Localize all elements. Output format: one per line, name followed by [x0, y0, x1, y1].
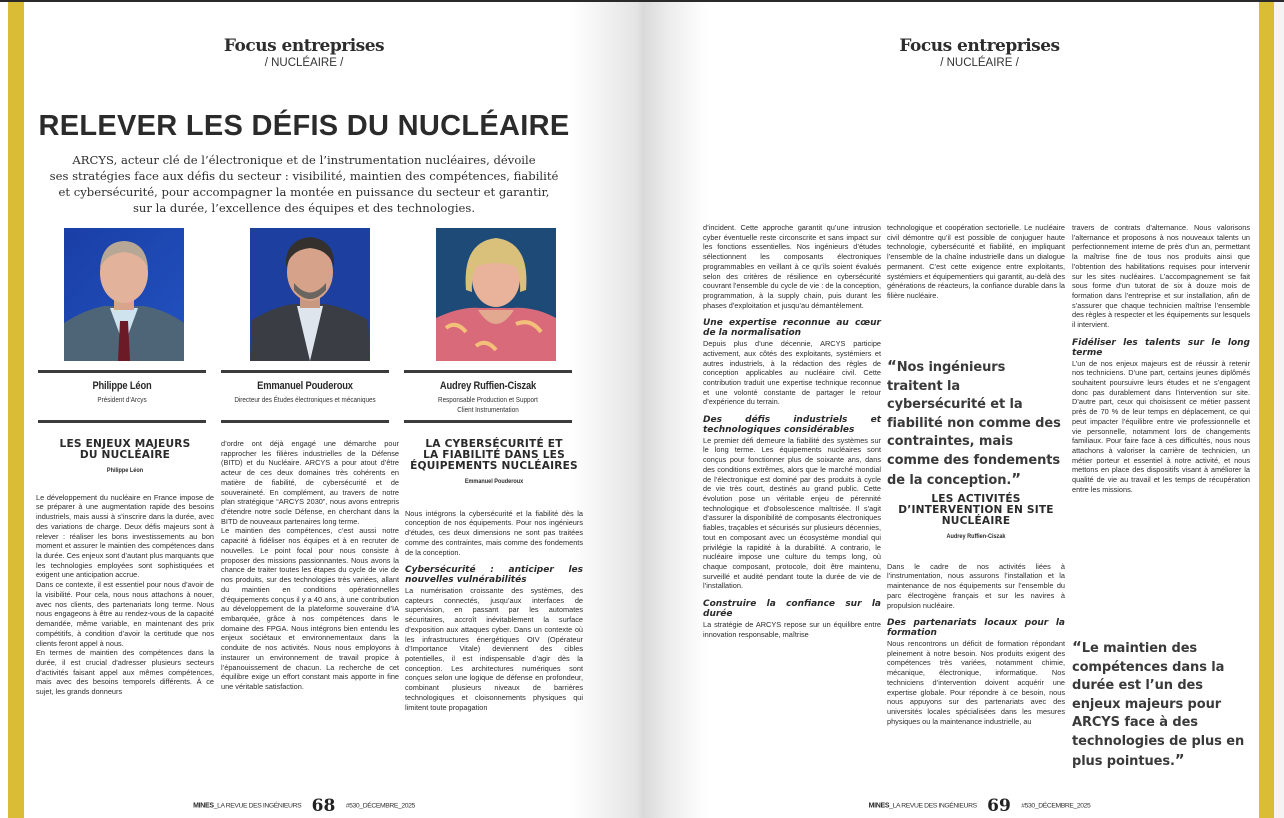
open-quote-icon: “ [1072, 638, 1082, 656]
section-title-line: LA FIABILITÉ DANS LES [423, 449, 565, 461]
section-title-line: LA CYBERSÉCURITÉ ET [425, 438, 563, 450]
section-title-line: LES ACTIVITÉS [931, 493, 1021, 505]
person-name: Emmanuel Pouderoux [257, 380, 353, 392]
article-column [36, 439, 214, 697]
paragraph: L’un de nos enjeux majeurs est de réussir à retenir nos techniciens. D’une part, certains jeunes diplômés souhaitent poursuivre leurs études et ne s’engagent donc pas durablement dans l’intervention sur site. D’autre part, ceux qui choisissent ce métier passent près de 70 % de leur temps en déplacement, ce qui peut impacter l’équilibre entre vie professionnelle et vie personnelle, notamment lors de changements familiaux. Pour faire face à ces difficultés, nous nous attachons à valoriser la carrière de technicien, un métier porteur et essentiel à notre activité, et nous mettons en place des dispositifs visant à améliorer la qualité de vie au travail et les temps de récupération entre les missions. [1072, 358, 1250, 494]
article-column [405, 439, 583, 712]
portrait-emmanuel-pouderoux [250, 228, 370, 361]
section-author: Philippe Léon [106, 467, 144, 474]
portrait-photo [436, 228, 556, 361]
section-title-line: NUCLÉAIRE [941, 515, 1011, 527]
subheading: Cybersécurité : anticiper les nouvelles vulnérabilités [405, 565, 583, 586]
footer-publication: _LA REVUE DES INGÉNIEURS [889, 802, 977, 810]
subheading: Des défis industriels et technologiques considérables [703, 415, 881, 435]
paragraph: En termes de maintien des compétences dans la durée, il est crucial d’adresser plusieurs secteurs d’activités faisant appel aux mêmes compétences, mais avec des besoins temporels différents. À ce sujet, les grands donneurs [36, 648, 214, 697]
section-author: Audrey Ruffien-Ciszak [946, 533, 1006, 540]
left-page [24, 2, 584, 818]
subheading: Construire la confiance sur la durée [703, 599, 881, 619]
article-column [221, 439, 399, 692]
section-title-line: DU NUCLÉAIRE [79, 449, 171, 461]
page-number: 68 [311, 796, 336, 816]
page-footer [700, 796, 1259, 816]
rubric-title: Focus entreprises [223, 36, 385, 56]
paragraph: Dans le cadre de nos activités liées à l’instrumentation, nous assurons l’installation et la maintenance de nos équipements sur l’ensemble du parc électrogène français et sur les navires à propulsion nucléaire. [887, 561, 1065, 610]
person-role: Président d’Arcys [97, 395, 147, 404]
section-title-line: D’INTERVENTION EN SITE [898, 504, 1054, 516]
lead-line: et cybersécurité, pour accompagner la montée en puissance du secteur et garantir, [58, 185, 550, 199]
paragraph: Le maintien des compétences, c’est aussi notre capacité à fidéliser nos équipes et à en recruter de nouvelles. Le point focal pour nous consiste à proposer des missions passionnantes. Nous avons la chance de traiter toutes les étapes du cycle de vie de nos produits, sur des technologies très variées, allant du maintien en conditions opérationnelles d’équipements conçus il y a 40 ans, à une contribution au développement de la plateforme souveraine d’IA embarquée, grâce à nos compétences dans le domaine des FPGA. Nous intégrons bien entendu les enjeux sociétaux et environnementaux dans la conduite de nos activités. Nous nous employons à instaurer un environnement de travail propice à l’épanouissement de chacun. La recherche de cet équilibre exige un effort constant mais apporte in fine une véritable satisfaction. [221, 526, 399, 691]
caption-rule [221, 420, 389, 423]
person-caption [38, 380, 206, 405]
section-title [36, 439, 214, 461]
person-role: Responsable Production et Support Client Instrumentation [438, 395, 538, 414]
section-title [887, 494, 1065, 527]
page-footer [24, 796, 584, 816]
pull-quote [887, 357, 1063, 491]
paragraph: La stratégie de ARCYS repose sur un équilibre entre innovation responsable, maîtrise [703, 619, 881, 639]
footer-issue: #530_DÉCEMBRE_2025 [345, 802, 415, 810]
footer-issue: #530_DÉCEMBRE_2025 [1021, 802, 1091, 810]
paragraph: La numérisation croissante des systèmes, des capteurs connectés, jusqu’aux interfaces de supervision, en passant par les automates sécuritaires, accroît inévitablement la surface d’exposition aux attaques cyber. Dans un contexte où les infrastructures énergétiques OIV (Opérateur d’Importance Vitale) deviennent des cibles potentielles, il est indispensable d’agir dès la conception. Les architectures numériques sont conçues selon une logique de défense en profondeur, combinant plusieurs niveaux de barrières technologiques et cloisonnements physiques qui limitent toute propagation [405, 585, 583, 712]
person-role: Directeur des Études électroniques et mécaniques [234, 395, 376, 404]
rubric [700, 36, 1259, 70]
paragraph: technologique et coopération sectorielle. Le nucléaire civil démontre qu’il est possible de conjuguer haute technologie, cybersécurité et fiabilité, en impliquant l’ensemble de la chaîne industrielle dans un dialogue permanent. C’est cette exigence entre exploitants, systémiers et équipementiers qui garantit, au-delà des générations de réacteurs, la confiance durable dans la filière nucléaire. [887, 223, 1065, 301]
article-column [887, 223, 1065, 301]
caption-rule [38, 370, 206, 373]
footer-brand: MINES [868, 802, 890, 810]
page-gutter [570, 2, 710, 818]
paragraph: Nous rencontrons un déficit de formation répondant pleinement à notre besoin. Nos produits exigent des compétences très variées, notamment chimie, mécanique, électronique, informatique. Nos techniciens d’intervention doivent acquérir une expertise globale. Pour répondre à ce besoin, nous nous appuyons sur des partenariats avec des universités locales spécialisées dans les mesures physiques ou la maintenance industrielle, au [887, 638, 1065, 726]
page-number: 69 [987, 796, 1011, 816]
paragraph: travers de contrats d’alternance. Nous valorisons l’alternance et proposons à nos nouveaux talents un perfectionnement interne de près d’un an, permettant la maîtrise fine de tous nos produits ainsi que l’obtention des habilitations requises pour intervenir sur les sites nucléaires. L’accompagnement se fait sous forme d’un tutorat de six à douze mois de formation dans l’entreprise et sur installation, afin de s’assurer que chaque technicien maîtrise l’ensemble des règles à respecter et les équipements sur lesquels il intervient. [1072, 223, 1250, 330]
paragraph: Le premier défi demeure la fiabilité des systèmes sur le long terme. Les équipements nucléaires sont conçus pour fonctionner plus de soixante ans, dans des conditions extrêmes, alors que le marché mondial de l’électronique est dominé par des produits à cycle de vie très court, destinés au grand public. Cette évolution pose un véritable enjeu de pérennité technologique et d’obsolescence maîtrisée. Il s’agit d’assurer la disponibilité de composants électroniques fiables, traçables et sécurisés sur plusieurs décennies, tout en composant avec un écosystème mondial qui privilégie la rapidité à la durabilité. A contrario, le nucléaire impose une culture du temps long, où chaque composant, protocole, doit être maintenu, surveillé et audité pendant toute la durée de vie de l’installation. [703, 435, 881, 591]
person-caption [221, 380, 389, 405]
rubric [24, 36, 584, 70]
subheading: Une expertise reconnue au cœur de la normalisation [703, 318, 881, 339]
portrait-audrey-ruffien-ciszak [436, 228, 556, 361]
footer-brand: MINES [193, 802, 214, 810]
paragraph: Dans ce contexte, il est essentiel pour nous d’avoir de la visibilité. Pour cela, nous nous attachons à nouer, avec nos clients, des partenariats long terme. Nous nous engageons à être au rendez-vous de la capacité demandée, même variable, en maintenant des prix compétitifs, à condition d’avoir la certitude que nos clients feront appel à nous. [36, 580, 214, 648]
footer-publication: _LA REVUE DES INGÉNIEURS [213, 802, 302, 810]
close-quote-icon: ” [1174, 751, 1185, 769]
rubric-subtitle: / NUCLÉAIRE / [264, 57, 344, 69]
person-name: Philippe Léon [92, 380, 152, 392]
open-quote-icon: “ [887, 357, 897, 375]
article-lead [44, 152, 564, 216]
section-author: Emmanuel Pouderoux [464, 478, 524, 485]
portrait-philippe-leon [64, 228, 184, 361]
portrait-photo [250, 228, 370, 361]
rubric-title: Focus entreprises [899, 36, 1060, 56]
caption-rule [404, 420, 572, 423]
section-title [405, 439, 583, 472]
caption-rule [38, 420, 206, 423]
rubric-subtitle: / NUCLÉAIRE / [940, 57, 1019, 69]
lead-line: ARCYS, acteur clé de l’électronique et de l’instrumentation nucléaires, dévoile [72, 153, 536, 167]
article-column [887, 494, 1065, 726]
person-caption [404, 380, 572, 415]
subheading: Fidéliser les talents sur le long terme [1072, 337, 1250, 358]
paragraph: d’incident. Cette approche garantit qu’une intrusion cyber éventuelle reste circonscrite et sans impact sur les fonctions essentielles. Nos ingénieurs d’études sélectionnent les composants électroniques programmables en veillant à ce qu’ils soient évalués selon des critères de résilience en cybersécurité couvrant l’ensemble du cycle de vie : de la conception, programmation, à la supply chain, puis durant les phases d’exploitation et jusqu’au démantèlement. [703, 223, 881, 310]
section-title-line: LES ENJEUX MAJEURS [59, 438, 191, 450]
person-name: Audrey Ruffien-Ciszak [439, 380, 537, 392]
paragraph: Nous intégrons la cybersécurité et la fiabilité dès la conception de nos équipements. Pour nos ingénieurs d’études, ces deux dimensions ne sont pas traitées comme des contraintes, mais comme des fondements de la conception. [405, 508, 583, 557]
caption-rule [404, 370, 572, 373]
accent-band-right [1259, 2, 1274, 818]
article-column [703, 223, 881, 639]
quote-text: Le maintien des compétences dans la durée est l’un des enjeux majeurs pour ARCYS face à des technologies de plus en plus pointues. [1072, 641, 1245, 769]
close-quote-icon: ” [1011, 470, 1021, 488]
paragraph: Depuis plus d’une décennie, ARCYS participe activement, aux côtés des exploitants, systémiers et autres industriels, à la rédaction des règles de conception applicables au nucléaire civil. Cette contribution traduit une expertise technique reconnue et une volonté constante de partager le retour d’expérience du terrain. [703, 339, 881, 407]
right-page [700, 2, 1259, 818]
page-edge [1274, 2, 1284, 818]
quote-text: Nos ingénieurs traitent la cybersécurité et la fiabilité non comme des contraintes, mais comme des fondements de la conception. [887, 360, 1061, 488]
article-column [1072, 223, 1250, 495]
section-title-line: ÉQUIPEMENTS NUCLÉAIRES [410, 460, 578, 472]
lead-line: ses stratégies face aux défis du secteur : visibilité, maintien des compétences, fiabilité [49, 169, 559, 183]
pull-quote [1072, 638, 1252, 772]
paragraph: d’ordre ont déjà engagé une démarche pour rapprocher les filières industrielles de la Défense (BITD) et du Nucléaire. ARCYS a pour atout d’être acteur de ces deux domaines très cohérents en matière de fiabilité, de cybersécurité et de souveraineté. En complément, au travers de notre plan stratégique “ARCYS 2030”, nous avons entrepris d’étendre notre socle Défense, en cherchant dans la BITD de nouveaux partenaires long terme. [221, 439, 399, 526]
article-title: RELEVER LES DÉFIS DU NUCLÉAIRE [38, 110, 570, 142]
paragraph: Le développement du nucléaire en France impose de se préparer à une augmentation rapide des besoins industriels, mais aussi à s’inscrire dans la durée, avec des variations de charge. Deux défis majeurs sont à relever : réaliser les bons investissements au bon moment et assurer le maintien des compétences dans la durée. Ces enjeux sont d’autant plus marquants que les technologies employées sont sophistiquées et exigent une anticipation accrue. [36, 492, 214, 580]
subheading: Des partenariats locaux pour la formation [887, 618, 1065, 639]
lead-line: sur la durée, l’excellence des équipes et des technologies. [132, 201, 476, 215]
accent-band-left [8, 2, 24, 818]
portrait-photo [64, 228, 184, 361]
caption-rule [221, 370, 389, 373]
